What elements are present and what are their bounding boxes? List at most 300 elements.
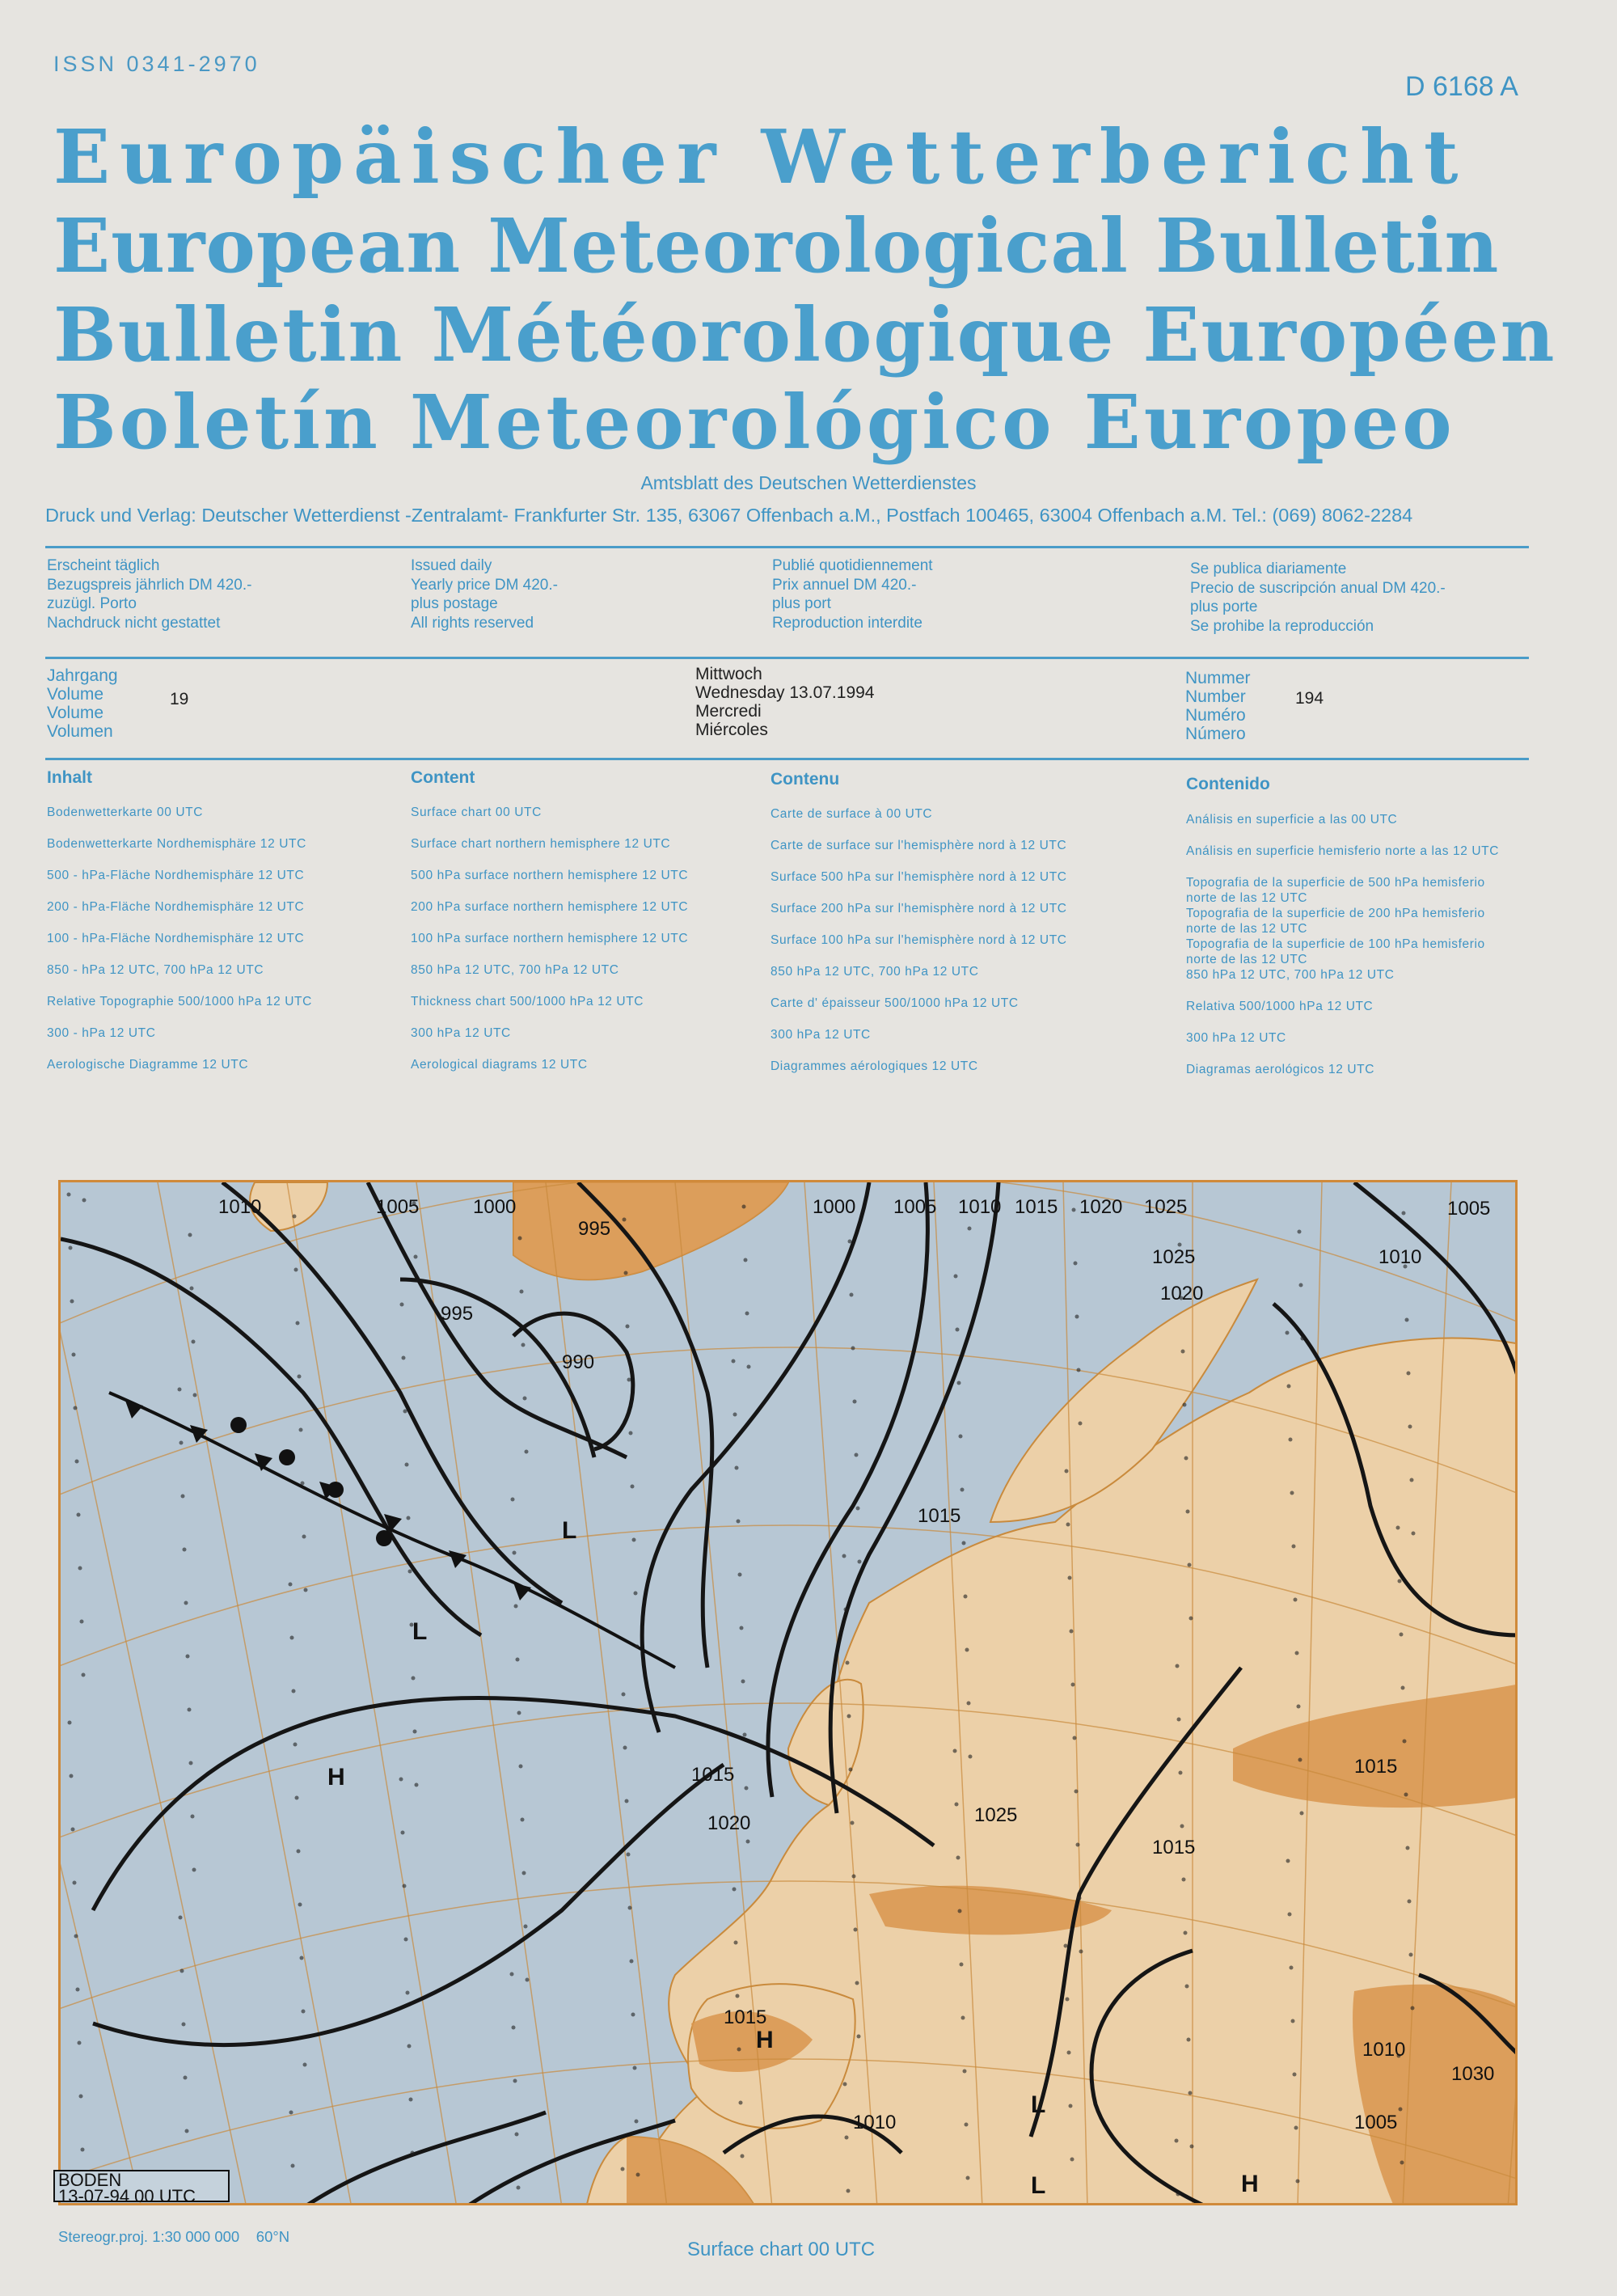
- contents-heading: Inhalt: [47, 768, 92, 787]
- station-dot: [742, 1205, 746, 1209]
- isobar-label: 1010: [218, 1196, 262, 1218]
- station-dot: [298, 1903, 302, 1907]
- station-dot: [1183, 1403, 1187, 1407]
- station-dot: [295, 1796, 299, 1800]
- station-dot: [192, 1340, 196, 1344]
- contents-item: Aerological diagrams 12 UTC: [411, 1058, 588, 1072]
- map-caption: Surface chart 00 UTC: [687, 2239, 876, 2260]
- isobar-label: 1005: [1447, 1198, 1491, 1220]
- station-dot: [963, 2070, 967, 2074]
- station-dot: [624, 1271, 628, 1275]
- isobar-label: 1010: [1362, 2039, 1406, 2061]
- isobar-label: 1010: [853, 2112, 897, 2133]
- info-line: Bezugspreis jährlich DM 420.-: [47, 576, 252, 594]
- station-dot: [1410, 1478, 1414, 1482]
- isobar-label: 1000: [813, 1196, 856, 1218]
- publication-code: D 6168 A: [1405, 71, 1518, 102]
- station-dot: [1180, 1825, 1184, 1829]
- title-german: Europäischer Wetterbericht: [53, 113, 1468, 201]
- station-dot: [1079, 1422, 1083, 1426]
- station-dot: [405, 1463, 409, 1467]
- station-dot: [737, 2048, 741, 2052]
- info-column: [772, 556, 933, 632]
- station-dot: [967, 1702, 971, 1706]
- station-dot: [1072, 1208, 1076, 1212]
- title-english: European Meteorological Bulletin: [53, 202, 1500, 290]
- isobar-label: 1025: [1152, 1246, 1196, 1268]
- station-dot: [404, 1938, 408, 1942]
- station-dot: [1187, 2038, 1191, 2042]
- station-dot: [1400, 2161, 1404, 2165]
- station-dot: [1298, 1230, 1302, 1234]
- station-dot: [1175, 2139, 1179, 2143]
- info-line: Publié quotidiennement: [772, 557, 933, 574]
- station-dot: [401, 1831, 405, 1835]
- station-dot: [183, 1548, 187, 1552]
- station-dot: [82, 1199, 87, 1203]
- station-dot: [77, 1513, 81, 1517]
- warm-front-semicircle-icon: [376, 1530, 392, 1546]
- station-dot: [741, 1680, 745, 1684]
- station-dot: [635, 2120, 639, 2124]
- station-dot: [1301, 1337, 1305, 1341]
- station-dot: [289, 1583, 293, 1587]
- station-dot: [179, 1916, 183, 1920]
- contents-item: Surface 500 hPa sur l'hemisphère nord à 12 UTC: [771, 870, 1067, 884]
- station-dot: [1065, 1469, 1069, 1474]
- station-dot: [850, 1293, 854, 1297]
- station-dot: [1404, 1793, 1408, 1797]
- station-dot: [855, 1453, 859, 1457]
- contents-item: 300 hPa 12 UTC: [411, 1026, 511, 1040]
- station-dot: [1287, 1385, 1291, 1389]
- warm-front-semicircle-icon: [279, 1449, 295, 1465]
- station-dot: [1079, 1950, 1083, 1954]
- station-dot: [510, 1973, 514, 1977]
- station-dot: [68, 1721, 72, 1725]
- pressure-center: L: [1031, 2172, 1046, 2199]
- info-line: Yearly price DM 420.-: [411, 576, 558, 594]
- info-line: Erscheint täglich: [47, 557, 160, 574]
- station-dot: [184, 2076, 188, 2080]
- station-dot: [1296, 2180, 1300, 2184]
- contents-item: 300 hPa 12 UTC: [1186, 1031, 1286, 1045]
- divider: [45, 657, 1529, 659]
- station-dot: [1064, 1944, 1068, 1948]
- station-dot: [1402, 1211, 1406, 1216]
- contents-item: Análisis en superficie hemisferio norte a las 12 UTC: [1186, 844, 1499, 858]
- station-dot: [1408, 1425, 1412, 1429]
- station-dot: [181, 1495, 185, 1499]
- contents-item: 300 - hPa 12 UTC: [47, 1026, 156, 1040]
- station-dot: [738, 1573, 742, 1577]
- station-dot: [76, 1988, 80, 1992]
- station-dot: [520, 1290, 524, 1294]
- station-dot: [1181, 1350, 1185, 1354]
- contents-column: [411, 768, 688, 1089]
- number-labels: [1185, 669, 1251, 743]
- station-dot: [524, 1925, 528, 1929]
- station-dot: [70, 1300, 74, 1304]
- station-dot: [407, 2044, 412, 2049]
- contents-column: [47, 768, 312, 1089]
- station-dot: [1068, 1576, 1072, 1580]
- day: Miércoles: [695, 721, 768, 739]
- station-dot: [965, 1648, 969, 1652]
- station-dot: [635, 1645, 640, 1649]
- station-dot: [408, 1570, 412, 1574]
- station-dot: [636, 2173, 640, 2177]
- station-dot: [1179, 1771, 1183, 1775]
- contents-item: Surface chart northern hemisphere 12 UTC: [411, 837, 671, 851]
- station-dot: [1074, 1790, 1079, 1794]
- info-line: plus port: [772, 595, 831, 612]
- pressure-center: L: [1031, 2091, 1046, 2118]
- station-dot: [1070, 1630, 1074, 1634]
- station-dot: [851, 1347, 855, 1351]
- isobar-label: 995: [578, 1218, 611, 1240]
- contents-item: 850 hPa 12 UTC, 700 hPa 12 UTC: [411, 963, 619, 977]
- station-dot: [965, 2123, 969, 2127]
- isobar-label: 1015: [1015, 1196, 1058, 1218]
- divider: [45, 758, 1529, 760]
- station-dot: [78, 2041, 82, 2045]
- station-dot: [71, 1828, 75, 1832]
- station-dot: [1406, 1846, 1410, 1850]
- station-dot: [82, 1673, 86, 1677]
- station-dot: [737, 1520, 741, 1524]
- station-dot: [525, 1450, 529, 1454]
- station-dot: [852, 1875, 856, 1879]
- station-dot: [1070, 2158, 1074, 2162]
- label: Volume: [47, 704, 104, 722]
- isobar-label: 1030: [1451, 2063, 1495, 2085]
- contents-item: Análisis en superficie a las 00 UTC: [1186, 813, 1398, 827]
- station-dot: [1412, 1532, 1416, 1536]
- station-dot: [1411, 2006, 1415, 2011]
- station-dot: [854, 1928, 858, 1932]
- station-dot: [1299, 1283, 1303, 1288]
- station-dot: [519, 1765, 523, 1769]
- station-dot: [289, 2111, 293, 2115]
- station-dot: [848, 1240, 852, 1244]
- station-dot: [402, 1356, 406, 1360]
- info-line: plus postage: [411, 595, 498, 612]
- station-dot: [193, 1393, 197, 1397]
- station-dot: [517, 2186, 521, 2190]
- map-stamp: [53, 2170, 230, 2206]
- station-dot: [179, 1441, 184, 1445]
- station-dot: [523, 1397, 527, 1401]
- station-dot: [968, 1227, 972, 1231]
- station-dot: [81, 2148, 85, 2152]
- station-dot: [302, 2010, 306, 2014]
- station-dot: [294, 1268, 298, 1272]
- station-dot: [1184, 1931, 1188, 1935]
- station-dot: [513, 2079, 517, 2083]
- publisher-line: Druck und Verlag: Deutscher Wetterdienst -Zentralamt- Frankfurter Str. 135, 63067 Offenbach a.M., Postfach 100465, 63004 Offenbach a.M. Tel.: (069) 8062-2284: [45, 505, 1413, 526]
- station-dot: [733, 1413, 737, 1417]
- station-dot: [518, 1237, 522, 1241]
- station-dot: [957, 1381, 961, 1385]
- contents-column: [1186, 775, 1501, 1093]
- station-dot: [736, 1994, 740, 1998]
- contents-item: Bodenwetterkarte 00 UTC: [47, 806, 203, 819]
- station-dot: [741, 2154, 745, 2159]
- contents-item: Diagrammes aérologiques 12 UTC: [771, 1059, 978, 1073]
- station-dot: [291, 2164, 295, 2168]
- info-line: plus porte: [1190, 598, 1258, 615]
- contents-item: Topografia de la superficie de 500 hPa hemisferio norte de las 12 UTC: [1186, 876, 1485, 905]
- station-dot: [964, 1595, 968, 1599]
- info-line: Reproduction interdite: [772, 614, 922, 632]
- isobar-label: 995: [441, 1303, 474, 1325]
- surface-weather-map: [58, 1180, 1518, 2205]
- station-dot: [632, 1538, 636, 1542]
- contents-item: 850 - hPa 12 UTC, 700 hPa 12 UTC: [47, 963, 264, 977]
- station-dot: [1073, 1736, 1077, 1740]
- station-dot: [1188, 1563, 1192, 1567]
- info-line: All rights reserved: [411, 614, 534, 632]
- station-dot: [1078, 1896, 1082, 1901]
- station-dot: [80, 1620, 84, 1624]
- station-dot: [1294, 2126, 1298, 2130]
- station-dot: [69, 1246, 73, 1250]
- station-dot: [521, 1818, 525, 1822]
- label: Numéro: [1185, 706, 1246, 725]
- station-dot: [844, 1608, 848, 1612]
- station-dot: [959, 1435, 963, 1439]
- station-dot: [1400, 1633, 1404, 1637]
- station-dot: [399, 1778, 403, 1782]
- station-dot: [732, 1359, 736, 1364]
- station-dot: [1189, 1617, 1193, 1621]
- contents-item: 200 hPa surface northern hemisphere 12 UTC: [411, 900, 689, 914]
- contents-item: Topografia de la superficie de 200 hPa hemisferio norte de las 12 UTC: [1186, 907, 1485, 936]
- station-dot: [178, 1388, 182, 1392]
- station-dot: [511, 1498, 515, 1502]
- station-dot: [628, 1906, 632, 1910]
- station-dot: [960, 1488, 965, 1492]
- isobar-label: 1015: [918, 1505, 961, 1527]
- stamp-line: 13-07-94 00 UTC: [58, 2186, 196, 2206]
- station-dot: [409, 2098, 413, 2102]
- contents-item: 300 hPa 12 UTC: [771, 1028, 871, 1042]
- station-dot: [846, 1661, 850, 1665]
- station-dot: [513, 1551, 517, 1555]
- station-dot: [1396, 1526, 1400, 1530]
- contents-item: Surface chart 00 UTC: [411, 806, 542, 819]
- info-line: Precio de suscripción anual DM 420.-: [1190, 579, 1446, 597]
- station-dot: [1298, 1758, 1302, 1762]
- station-dot: [956, 1856, 960, 1860]
- station-dot: [855, 1981, 859, 1985]
- station-dot: [744, 1258, 748, 1262]
- station-dot: [856, 1507, 860, 1511]
- station-dot: [403, 1884, 407, 1888]
- station-dot: [1405, 1318, 1409, 1322]
- station-dot: [406, 1991, 410, 1995]
- station-dot: [516, 1658, 520, 1662]
- volume-value: 19: [170, 690, 189, 708]
- station-dot: [1290, 1966, 1294, 1970]
- station-dot: [630, 1960, 634, 1964]
- contents-item: Aerologische Diagramme 12 UTC: [47, 1058, 249, 1072]
- station-dot: [299, 1428, 303, 1432]
- contents-heading: Contenido: [1186, 775, 1270, 793]
- title-spanish: Boletín Meteorológico Europeo: [53, 378, 1455, 466]
- info-line: Nachdruck nicht gestattet: [47, 614, 221, 632]
- station-dot: [70, 1774, 74, 1778]
- station-dot: [1398, 1579, 1402, 1584]
- station-dot: [1290, 1491, 1294, 1495]
- contents-heading: Contenu: [771, 770, 840, 789]
- station-dot: [622, 1693, 626, 1697]
- station-dot: [407, 1516, 411, 1520]
- contents-item: Thickness chart 500/1000 hPa 12 UTC: [411, 995, 644, 1008]
- contents-item: Relativa 500/1000 hPa 12 UTC: [1186, 1000, 1374, 1013]
- station-dot: [412, 1677, 416, 1681]
- station-dot: [1399, 2108, 1403, 2112]
- contents-item: 500 hPa surface northern hemisphere 12 UTC: [411, 869, 689, 882]
- station-dot: [627, 1853, 631, 1857]
- isobar-label: 1015: [1354, 1756, 1398, 1778]
- isobar-label: 990: [562, 1351, 595, 1373]
- station-dot: [733, 1888, 737, 1892]
- station-dot: [400, 1303, 404, 1307]
- station-dot: [190, 1287, 194, 1291]
- station-dot: [842, 1554, 846, 1558]
- label: Volume: [47, 685, 104, 704]
- station-dot: [521, 1343, 526, 1347]
- station-dot: [188, 1233, 192, 1237]
- station-dot: [1408, 1900, 1412, 1904]
- pressure-center: L: [412, 1618, 428, 1645]
- warm-front-semicircle-icon: [230, 1417, 247, 1433]
- station-dot: [623, 1746, 627, 1750]
- station-dot: [526, 1978, 530, 1982]
- station-dot: [180, 1969, 184, 1973]
- station-dot: [290, 1636, 294, 1640]
- station-dot: [1288, 1913, 1292, 1917]
- contents-item: Surface 100 hPa sur l'hemisphère nord à 12 UTC: [771, 933, 1067, 947]
- warm-front-semicircle-icon: [327, 1482, 344, 1498]
- station-dot: [739, 2101, 743, 2105]
- station-dot: [1293, 2073, 1297, 2077]
- map-graphic: [61, 1182, 1518, 2205]
- pressure-center: L: [562, 1517, 577, 1544]
- station-dot: [403, 1410, 407, 1414]
- station-dot: [1289, 1438, 1293, 1442]
- info-column: [1190, 560, 1446, 636]
- station-dot: [522, 1871, 526, 1875]
- info-line: Prix annuel DM 420.-: [772, 576, 917, 594]
- station-dot: [746, 1840, 750, 1844]
- station-dot: [857, 2035, 861, 2039]
- pressure-center: H: [1241, 2171, 1259, 2197]
- isobar-label: 1020: [1079, 1196, 1123, 1218]
- subtitle: Amtsblatt des Deutschen Wetterdienstes: [640, 472, 977, 493]
- info-line: Se publica diariamente: [1190, 560, 1347, 577]
- station-dot: [1409, 1953, 1413, 1957]
- station-dot: [740, 1626, 744, 1630]
- station-dot: [1291, 2019, 1295, 2023]
- station-dot: [74, 1934, 78, 1939]
- contents-item: 100 hPa surface northern hemisphere 12 UTC: [411, 932, 689, 945]
- station-dot: [1186, 1510, 1190, 1514]
- station-dot: [858, 1560, 862, 1564]
- day: Mittwoch: [695, 665, 762, 683]
- contents-item: Carte de surface sur l'hemisphère nord à 12 UTC: [771, 839, 1067, 852]
- pressure-center: H: [327, 1764, 345, 1791]
- station-dot: [301, 1482, 305, 1486]
- label: Number: [1185, 687, 1246, 706]
- station-dot: [1188, 2091, 1193, 2095]
- station-dot: [191, 1815, 195, 1819]
- station-dot: [1076, 1843, 1080, 1847]
- info-column: [47, 556, 251, 632]
- stamp-line: BODEN: [58, 2170, 122, 2190]
- station-dot: [849, 1768, 853, 1772]
- station-dot: [958, 1909, 962, 1913]
- station-dot: [1066, 1998, 1070, 2002]
- contents-column: [771, 770, 1067, 1091]
- contents-item: Carte d' épaisseur 500/1000 hPa 12 UTC: [771, 996, 1019, 1010]
- station-dot: [302, 1535, 306, 1539]
- station-dot: [631, 2013, 635, 2017]
- isobar-label: 1005: [376, 1196, 420, 1218]
- contents-item: 100 - hPa-Fläche Nordhemisphäre 12 UTC: [47, 932, 305, 945]
- station-dot: [954, 1275, 958, 1279]
- station-dot: [1075, 1315, 1079, 1319]
- station-dot: [1300, 1812, 1304, 1816]
- pressure-center: H: [756, 2027, 774, 2053]
- contents-item: 500 - hPa-Fläche Nordhemisphäre 12 UTC: [47, 869, 305, 882]
- station-dot: [1176, 2192, 1180, 2197]
- label: Número: [1185, 725, 1246, 743]
- station-dot: [1286, 1331, 1290, 1335]
- station-dot: [735, 1466, 739, 1470]
- station-dot: [623, 1218, 627, 1222]
- issn: ISSN 0341-2970: [53, 52, 260, 76]
- contents-item: 850 hPa 12 UTC, 700 hPa 12 UTC: [1186, 968, 1395, 982]
- day: Wednesday: [695, 683, 785, 702]
- info-line: Se prohibe la reproducción: [1190, 617, 1374, 635]
- isobar-label: 1025: [974, 1804, 1018, 1826]
- station-dot: [186, 1655, 190, 1659]
- contents-item: Topografia de la superficie de 100 hPa hemisferio norte de las 12 UTC: [1186, 937, 1485, 966]
- station-dot: [1069, 2104, 1073, 2108]
- day: Mercredi: [695, 702, 762, 721]
- station-dot: [1403, 1740, 1407, 1744]
- station-dot: [966, 2176, 970, 2180]
- station-dot: [411, 2151, 415, 2155]
- isobar-label: 1015: [724, 2006, 767, 2028]
- isobar-label: 1015: [1152, 1837, 1196, 1858]
- isobar-label: 1025: [1144, 1196, 1188, 1218]
- station-dot: [1185, 1985, 1189, 1989]
- station-dot: [1286, 1859, 1290, 1863]
- station-dot: [296, 1321, 300, 1326]
- contents-item: 850 hPa 12 UTC, 700 hPa 12 UTC: [771, 965, 979, 979]
- station-dot: [517, 1711, 521, 1715]
- station-dot: [621, 2167, 625, 2171]
- station-dot: [293, 1743, 298, 1747]
- station-dot: [847, 1715, 851, 1719]
- isobar-label: 1020: [707, 1812, 751, 1834]
- volume-labels: [47, 666, 118, 741]
- station-dot: [185, 2129, 189, 2133]
